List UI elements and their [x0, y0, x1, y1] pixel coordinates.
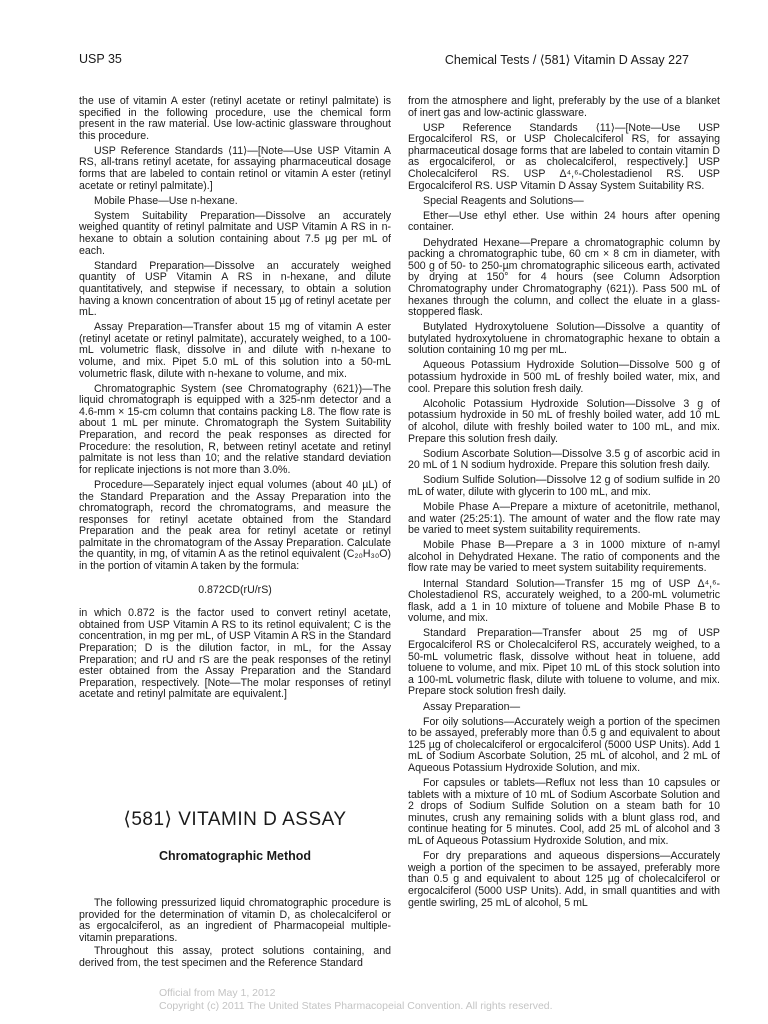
header-chapter: Chemical Tests / ⟨581⟩ Vitamin D Assay 227 — [444, 53, 689, 67]
paragraph: Standard Preparation—Transfer about 25 mg of USP Ergocalciferol RS or Cholecalciferol RS, accurately weighed, to a 50-mL volumetric flask, dissolve without heat in toluene, add toluene to volume, and mix. Pipet 10 mL of this stock solution into a 100-mL volumetric flask, dilute with toluene to volume, and mix. Prepare stock solution fresh daily. — [408, 627, 720, 698]
header-edition: USP 35 — [79, 52, 122, 66]
running-header — [79, 52, 689, 74]
paragraph: Throughout this assay, protect solutions containing, and derived from, the test specimen and the Reference Standard — [79, 945, 391, 969]
paragraph: the use of vitamin A ester (retinyl acetate or retinyl palmitate) is specified in the following procedure, use the chemical form present in the raw material. Use low-actinic glassware throughout this procedure. — [79, 95, 391, 142]
paragraph: Ether—Use ethyl ether. Use within 24 hours after opening container. — [408, 209, 720, 234]
paragraph: Internal Standard Solution—Transfer 15 mg of USP Δ⁴,⁶-Cholestadienol RS, accurately weighed, to a 200-mL volumetric flask, add a 1 in 10 mixture of toluene and Mobile Phase B to volume, and mix. — [408, 577, 720, 625]
formula: 0.872CD(rU/rS) — [198, 583, 272, 596]
left-column — [79, 96, 391, 705]
paragraph: Dehydrated Hexane—Prepare a chromatographic column by packing a chromatographic tube, 60 cm × 8 cm in diameter, with 500 g of 50- to 250-µm chromatographic siliceous earth, activated by drying at 150° for 4 hours (see Column Adsorption Chromatography under Chromatography ⟨621⟩). Pass 500 mL of hexanes through the column, and collect the eluate in a glass-stoppered flask. — [408, 236, 720, 319]
paragraph: from the atmosphere and light, preferably by the use of a blanket of inert gas and low-actinic glassware. — [408, 95, 720, 119]
paragraph: For capsules or tablets—Reflux not less than 10 capsules or tablets with a mixture of 10 mL of Sodium Ascorbate Solution and 2 drops of Sodium Sulfide Solution on a steam bath for 10 minutes, crush any remaining solids with a blunt glass rod, and continue heating for 5 minutes. Cool, add 25 mL of alcohol and 3 mL of Aqueous Potassium Hydroxide Solution, and mix. — [408, 777, 720, 848]
paragraph: For oily solutions—Accurately weigh a portion of the specimen to be assayed, preferably more than 0.5 g and equivalent to about 125 µg of cholecalciferol or ergocalciferol (5000 USP Units). Add 1 mL of Sodium Ascorbate Solution, 25 mL of alcohol, and 2 mL of Aqueous Potassium Hydroxide Solution, and mix. — [408, 715, 720, 774]
method-title: Chromatographic Method — [158, 849, 312, 863]
section-title: ⟨581⟩ VITAMIN D ASSAY — [123, 809, 347, 830]
paragraph: System Suitability Preparation—Dissolve an accurately weighed quantity of retinyl palmitate and USP Vitamin A RS in n-hexane to obtain a solution containing about 7.5 µg per mL of each. — [79, 209, 391, 257]
paragraph: Procedure—Separately inject equal volumes (about 40 µL) of the Standard Preparation and the Assay Preparation into the chromatograph, record the chromatograms, and measure the responses for retinyl acetate obtained from the Standard Preparation and the peak area for retinyl acetate or retinyl palmitate in the chromatogram of the Assay Preparation. Calculate the quantity, in mg, of vitamin A as the retinol equivalent (C₂₀H₃₀O) in the portion of vitamin A taken by the formula: — [79, 478, 391, 573]
footer-official-date: Official from May 1, 2012 — [159, 987, 276, 999]
paragraph: Sodium Sulfide Solution—Dissolve 12 g of sodium sulfide in 20 mL of water, dilute with glycerin to 100 mL, and mix. — [408, 474, 720, 498]
paragraph: Chromatographic System (see Chromatography ⟨621⟩)—The liquid chromatograph is equipped with a 325-nm detector and a 4.6-mm × 15-cm column that contains packing L8. The flow rate is about 1 mL per minute. Chromatograph the System Suitability Preparation, and record the peak responses as directed for Procedure: the resolution, R, between retinyl acetate and retinyl palmitate is not less than 10; and the relative standard deviation for replicate injections is not more than 3.0%. — [79, 382, 391, 476]
paragraph: USP Reference Standards ⟨11⟩—[Note—Use USP Vitamin A RS, all-trans retinyl acetate, for assaying pharmaceutical dosage forms that are labeled to contain retinol or vitamin A ester (retinyl acetate or retinyl palmitate).] — [79, 144, 391, 192]
right-column — [408, 96, 720, 913]
paragraph: Assay Preparation— — [423, 700, 521, 713]
paragraph: Sodium Ascorbate Solution—Dissolve 3.5 g of ascorbic acid in 20 mL of 1 N sodium hydroxide. Prepare this solution fresh daily. — [408, 447, 720, 472]
paragraph: Aqueous Potassium Hydroxide Solution—Dissolve 500 g of potassium hydroxide in 500 mL of freshly boiled water, mix, and cool. Prepare this solution fresh daily. — [408, 359, 720, 395]
paragraph: Assay Preparation—Transfer about 15 mg of vitamin A ester (retinyl acetate or retinyl palmitate), accurately weighed, to a 100-mL volumetric flask, dissolve in and dilute with n-hexane to volume, and mix. Pipet 5.0 mL of this solution into a 50-mL volumetric flask, dilute with n-hexane to volume, and mix. — [79, 321, 391, 380]
paragraph: Mobile Phase—Use n-hexane. — [94, 194, 238, 207]
copyright-footer — [159, 987, 553, 1013]
paragraph: Alcoholic Potassium Hydroxide Solution—Dissolve 3 g of potassium hydroxide in 50 mL of freshly boiled water, add 10 mL of alcohol, dilute with freshly boiled water to 100 mL, and mix. Prepare this solution fresh daily. — [408, 397, 720, 445]
paragraph: in which 0.872 is the factor used to convert retinyl acetate, obtained from USP Vitamin A RS to its retinol equivalent; C is the concentration, in mg per mL, of USP Vitamin A RS in the Standard Preparation; D is the dilution factor, in mL, for the Assay Preparation; and rU and rS are the peak responses of the retinyl ester obtained from the Assay Preparation and the Standard Preparation, respectively. [Note—The molar responses of retinyl acetate and retinyl palmitate are equivalent.] — [79, 607, 391, 701]
paragraph: For dry preparations and aqueous dispersions—Accurately weigh a portion of the specimen to be assayed, preferably more than 0.5 g and equivalent to about 125 µg of cholecalciferol or ergocalciferol (5000 USP Units). Add, in small quantities and with gentle swirling, 25 mL of alcohol, 5 mL — [408, 850, 720, 909]
paragraph: Mobile Phase B—Prepare a 3 in 1000 mixture of n-amyl alcohol in Dehydrated Hexane. The ratio of components and the flow rate may be varied to meet system suitability requirements. — [408, 539, 720, 575]
paragraph: Special Reagents and Solutions— — [423, 194, 584, 207]
method-body — [79, 898, 391, 972]
paragraph: The following pressurized liquid chromatographic procedure is provided for the determination of vitamin D, as cholecalciferol or as ergocalciferol, as an ingredient of Pharmacopeial multiple-vitamin preparations. — [79, 897, 391, 944]
paragraph: Standard Preparation—Dissolve an accurately weighed quantity of USP Vitamin A RS in n-hexane, and dilute quantitatively, and stepwise if necessary, to obtain a solution having a known concentration of about 15 µg of retinyl acetate per mL. — [79, 259, 391, 319]
paragraph: Mobile Phase A—Prepare a mixture of acetonitrile, methanol, and water (25:25:1). The amount of water and the flow rate may be varied to meet system suitability requirements. — [408, 501, 720, 537]
paragraph: Butylated Hydroxytoluene Solution—Dissolve a quantity of butylated hydroxytoluene in chromatographic hexane to obtain a solution containing 10 mg per mL. — [408, 321, 720, 357]
footer-copyright: Copyright (c) 2011 The United States Pharmacopeial Convention. All rights reserved. — [159, 1000, 553, 1012]
paragraph: USP Reference Standards ⟨11⟩—[Note—Use USP Ergocalciferol RS, or USP Cholecalciferol RS, for assaying pharmaceutical dosage forms that are labeled to contain vitamin D as ergocalciferol, or as cholecalciferol, respectively.] USP Cholecalciferol RS. USP Δ⁴,⁶-Cholestadienol RS. USP Ergocalciferol RS. USP Vitamin D Assay System Suitability RS. — [408, 121, 720, 192]
